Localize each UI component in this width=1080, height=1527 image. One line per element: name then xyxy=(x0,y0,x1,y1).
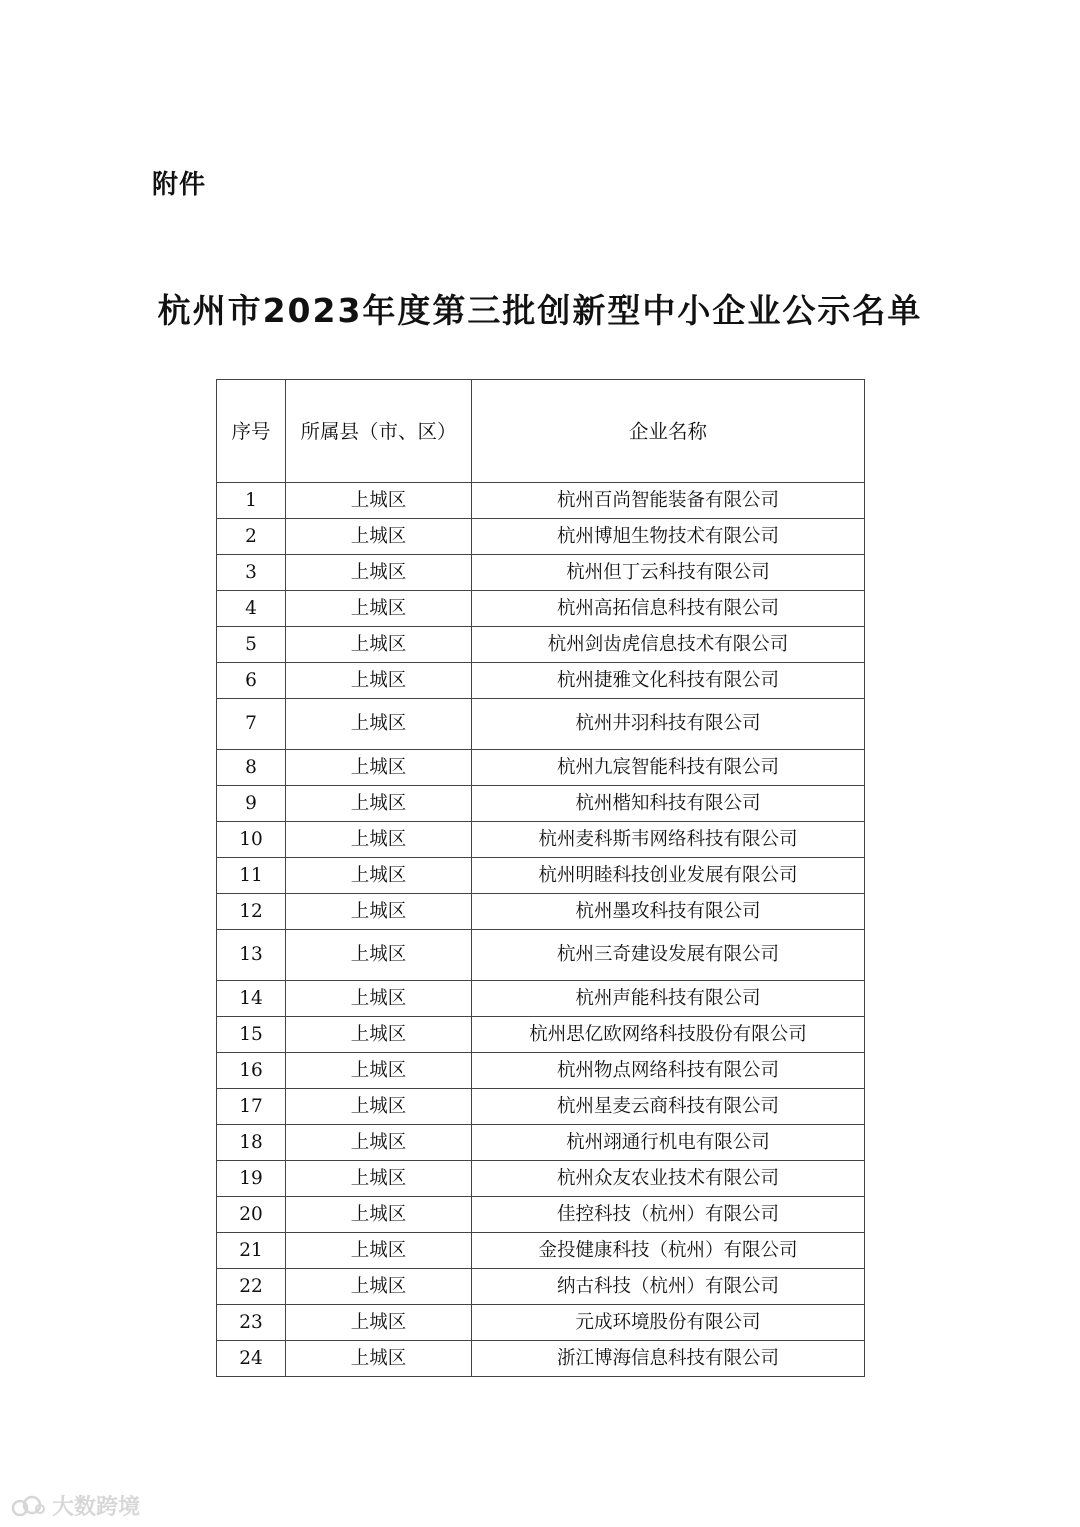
row-company-name: 杭州九宸智能科技有限公司 xyxy=(472,750,865,786)
table-row xyxy=(217,1197,865,1233)
row-district: 上城区 xyxy=(286,750,472,786)
row-district: 上城区 xyxy=(286,858,472,894)
table-row xyxy=(217,1089,865,1125)
row-district: 上城区 xyxy=(286,786,472,822)
table-row xyxy=(217,591,865,627)
row-index: 22 xyxy=(217,1269,286,1305)
table-row xyxy=(217,894,865,930)
row-company-name: 杭州捷雅文化科技有限公司 xyxy=(472,663,865,699)
row-index: 4 xyxy=(217,591,286,627)
row-company-name: 杭州墨攻科技有限公司 xyxy=(472,894,865,930)
table-row xyxy=(217,786,865,822)
row-district: 上城区 xyxy=(286,663,472,699)
row-district: 上城区 xyxy=(286,1269,472,1305)
row-company-name: 杭州众友农业技术有限公司 xyxy=(472,1161,865,1197)
row-company-name: 杭州楷知科技有限公司 xyxy=(472,786,865,822)
row-company-name: 杭州明睦科技创业发展有限公司 xyxy=(472,858,865,894)
table-row xyxy=(217,519,865,555)
row-company-name: 纳古科技（杭州）有限公司 xyxy=(472,1269,865,1305)
row-district: 上城区 xyxy=(286,555,472,591)
row-company-name: 杭州麦科斯韦网络科技有限公司 xyxy=(472,822,865,858)
row-district: 上城区 xyxy=(286,1305,472,1341)
row-company-name: 杭州百尚智能装备有限公司 xyxy=(472,483,865,519)
row-index: 8 xyxy=(217,750,286,786)
row-company-name: 杭州思亿欧网络科技股份有限公司 xyxy=(472,1017,865,1053)
header-company-name: 企业名称 xyxy=(472,380,865,483)
row-district: 上城区 xyxy=(286,822,472,858)
row-company-name: 杭州翊通行机电有限公司 xyxy=(472,1125,865,1161)
table-row xyxy=(217,627,865,663)
row-company-name: 杭州剑齿虎信息技术有限公司 xyxy=(472,627,865,663)
row-index: 9 xyxy=(217,786,286,822)
attachment-label: 附件 xyxy=(152,170,207,200)
row-company-name: 杭州井羽科技有限公司 xyxy=(472,699,865,750)
table-row xyxy=(217,483,865,519)
table-row xyxy=(217,1053,865,1089)
row-district: 上城区 xyxy=(286,483,472,519)
watermark-text: 大数跨境 xyxy=(52,1495,141,1520)
row-index: 24 xyxy=(217,1341,286,1377)
row-district: 上城区 xyxy=(286,1341,472,1377)
row-index: 17 xyxy=(217,1089,286,1125)
row-index: 20 xyxy=(217,1197,286,1233)
table-row xyxy=(217,555,865,591)
table-row xyxy=(217,981,865,1017)
row-company-name: 杭州三奇建设发展有限公司 xyxy=(472,930,865,981)
row-district: 上城区 xyxy=(286,591,472,627)
row-district: 上城区 xyxy=(286,1089,472,1125)
row-company-name: 佳控科技（杭州）有限公司 xyxy=(472,1197,865,1233)
table-row xyxy=(217,858,865,894)
row-district: 上城区 xyxy=(286,627,472,663)
table-row xyxy=(217,1125,865,1161)
table-row xyxy=(217,1305,865,1341)
row-index: 14 xyxy=(217,981,286,1017)
row-company-name: 杭州博旭生物技术有限公司 xyxy=(472,519,865,555)
row-district: 上城区 xyxy=(286,1233,472,1269)
row-company-name: 浙江博海信息科技有限公司 xyxy=(472,1341,865,1377)
row-company-name: 元成环境股份有限公司 xyxy=(472,1305,865,1341)
row-index: 11 xyxy=(217,858,286,894)
row-company-name: 杭州物点网络科技有限公司 xyxy=(472,1053,865,1089)
row-index: 12 xyxy=(217,894,286,930)
table-row xyxy=(217,1341,865,1377)
row-index: 3 xyxy=(217,555,286,591)
row-index: 15 xyxy=(217,1017,286,1053)
table-row xyxy=(217,699,865,750)
row-index: 13 xyxy=(217,930,286,981)
row-index: 6 xyxy=(217,663,286,699)
row-company-name: 杭州星麦云商科技有限公司 xyxy=(472,1089,865,1125)
table-row xyxy=(217,750,865,786)
row-index: 1 xyxy=(217,483,286,519)
table-row xyxy=(217,1269,865,1305)
row-company-name: 金投健康科技（杭州）有限公司 xyxy=(472,1233,865,1269)
row-index: 10 xyxy=(217,822,286,858)
table-row xyxy=(217,1161,865,1197)
watermark xyxy=(10,1490,140,1521)
row-index: 19 xyxy=(217,1161,286,1197)
row-index: 2 xyxy=(217,519,286,555)
row-company-name: 杭州声能科技有限公司 xyxy=(472,981,865,1017)
row-district: 上城区 xyxy=(286,981,472,1017)
table-row xyxy=(217,663,865,699)
row-district: 上城区 xyxy=(286,1125,472,1161)
document-title: 杭州市2023年度第三批创新型中小企业公示名单 xyxy=(157,291,923,330)
row-district: 上城区 xyxy=(286,1017,472,1053)
table-body xyxy=(217,483,865,1377)
table-header-row xyxy=(217,380,865,483)
row-district: 上城区 xyxy=(286,699,472,750)
row-company-name: 杭州但丁云科技有限公司 xyxy=(472,555,865,591)
row-district: 上城区 xyxy=(286,1161,472,1197)
table-row xyxy=(217,1233,865,1269)
row-district: 上城区 xyxy=(286,930,472,981)
company-list-table xyxy=(216,379,865,1377)
table-row xyxy=(217,930,865,981)
row-district: 上城区 xyxy=(286,894,472,930)
header-district: 所属县（市、区） xyxy=(286,380,472,483)
row-index: 7 xyxy=(217,699,286,750)
row-index: 18 xyxy=(217,1125,286,1161)
cloud-logo-icon xyxy=(10,1494,46,1518)
row-company-name: 杭州高拓信息科技有限公司 xyxy=(472,591,865,627)
row-district: 上城区 xyxy=(286,1197,472,1233)
row-index: 5 xyxy=(217,627,286,663)
table-row xyxy=(217,822,865,858)
row-district: 上城区 xyxy=(286,1053,472,1089)
header-index: 序号 xyxy=(217,380,286,483)
table-row xyxy=(217,1017,865,1053)
row-index: 23 xyxy=(217,1305,286,1341)
row-district: 上城区 xyxy=(286,519,472,555)
row-index: 16 xyxy=(217,1053,286,1089)
row-index: 21 xyxy=(217,1233,286,1269)
